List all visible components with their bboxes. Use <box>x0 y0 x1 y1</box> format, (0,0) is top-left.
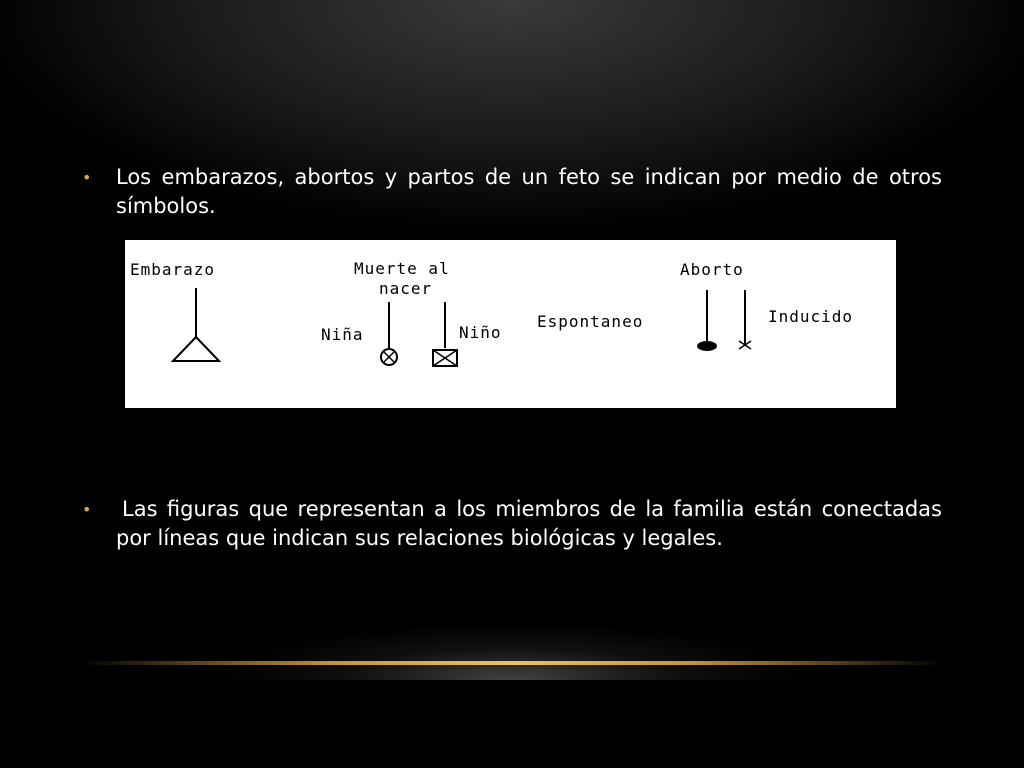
label-muerte-line2: nacer <box>379 279 433 298</box>
espontaneo-dot-icon <box>697 341 717 351</box>
label-nina: Niña <box>321 325 364 344</box>
bullet-1-text: Los embarazos, abortos y partos de un feto se indican por medio de otros símbolos. <box>116 165 942 218</box>
pedigree-symbols-diagram <box>125 240 896 408</box>
bullet-dot-icon: • <box>82 500 92 519</box>
label-inducido: Inducido <box>768 307 854 326</box>
bullet-1 <box>82 163 942 221</box>
bullet-dot-icon: • <box>82 168 92 187</box>
label-muerte-line1: Muerte al <box>354 259 450 278</box>
label-nino: Niño <box>459 323 502 342</box>
label-embarazo: Embarazo <box>130 260 216 279</box>
embarazo-triangle-icon <box>173 337 219 361</box>
bullet-2-text: Las figuras que representan a los miembros de la familia están conectadas por líneas que indican sus relaciones biológicas y legales. <box>116 497 942 550</box>
accent-line <box>80 661 944 665</box>
label-aborto: Aborto <box>680 260 744 279</box>
bullet-2 <box>82 495 942 553</box>
label-espontaneo: Espontaneo <box>537 312 644 331</box>
